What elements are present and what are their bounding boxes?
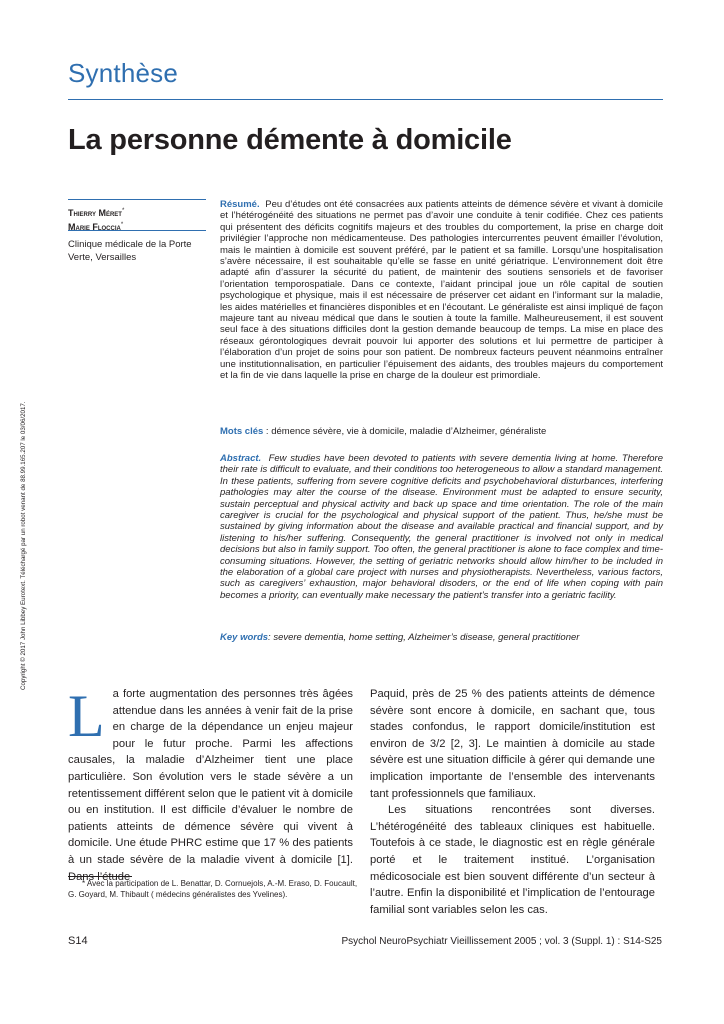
key-words-text: : severe dementia, home setting, Alzheimer’s disease, general practitioner (268, 632, 580, 643)
abstract-paragraph (220, 453, 663, 601)
abstract-text: Few studies have been devoted to patients with severe dementia living at home. Therefore their rate is difficult to evaluate, and their conditions too heterogeneous to allow a standard management. In these patients, suffering from severe cognitive deficits and psychobehavioral disturbances, interfering pathologies may alter the course of the disease. Environment must be adapted to ensure security, sustain perceptual and physical activity and back up space and time orientation. The role of the main caregiver is crucial for the psychological and physical support of the patient. Thus, he/she must be sustained by giving information about the disease and available practical and financial support, and by listening to his/her suffering. Consequently, the general practitioner is involved not only in medical decisions but also in family support. Too often, the general practitioner is alone to face complex and time-consuming situations. However, the setting of geriatric networks should allow him/her to be included in the elaboration of a global care project with nurses and physiotherapists. Nevertheless, various factors, such as caregivers’ exhaustion, major behavioral disoders, or the end of life when coping with pain becomes a priority, can eventually make necessary the patient’s transfer into a geriatric facility. (220, 453, 664, 601)
resume-text: Peu d’études ont été consacrées aux patients atteints de démence sévère et vivant à domicile et l’hétérogénéité des situations ne permet pas d’avoir une conduite à tenir codifiée. Chez ces patients qui présentent des déficits cognitifs majeurs et des troubles du comportement, la prise en charge doit privilégier l’approche non médicamenteuse. Des pathologies intercurrentes peuvent émailler l’évolution, mais le maintien à domicile est souvent préféré, par le patient et sa famille. Lorsqu’une hospitalisation s’avère nécessaire, il est souhaitable qu’elle se fasse en unité gériatrique. L’environnement doit être adapté afin d’assurer la sécurité du patient, de maintenir des soutiens sensoriels et de favoriser l’orientation temporospatiale. Dans ce contexte, l’aidant principal joue un rôle capital de soutien psychologique et physique, mais il est nécessaire de préserver cet aidant en l’informant sur la maladie, les aides matérielles et financières disponibles et en l’écoutant. Le généraliste est ainsi impliqué de façon majeure tant au niveau médical que dans le soutien à toute la famille. Malheureusement, il est souvent seul face à des situations difficiles dont la gestion demande beaucoup de temps. La mise en place des réseaux gérontologiques devrait pouvoir lui apporter des solutions et lui permettre de participer à l’élaboration d’un projet de soins pour son patient. De nombreux facteurs peuvent néanmoins entraîner une institutionnalisation, en particulier l’épuisement des aidants, des troubles majeurs du comportement et la fin de vie dans laquelle la prise en charge de la douleur est primordiale. (220, 199, 664, 382)
affiliation: Clinique médicale de la Porte Verte, Versailles (68, 239, 192, 263)
body-column-right (370, 686, 655, 918)
header-rule (68, 99, 663, 100)
mots-cles-label: Mots clés (220, 426, 264, 437)
body-paragraph-3: Les situations rencontrées sont diverses. L’hétérogénéité des tableaux cliniques est habituelle. Toutefois à ce stade, le diagnostic est en règle générale porté et le traitement institué. L’organisation médicosociale est bien souvent différente d’un secteur à l’autre. Enfin la disponibilité et l’implication de l’entourage familial sont variables selon les cas. (370, 804, 655, 916)
key-words-label: Key words (220, 632, 269, 643)
mots-cles-paragraph (220, 426, 663, 437)
article-title: La personne démente à domicile (68, 124, 512, 156)
abstract-label: Abstract. (220, 453, 262, 464)
section-heading: Synthèse (68, 58, 179, 88)
body-left-text: a forte augmentation des personnes très âgées attendue dans les années à venir fait de la prise en charge de la dépendance un enjeu majeur pour le futur proche. Parmi les affections causales, la maladie d’Alzheimer tient une place particulière. Son évolution vers le stade sévère a un retentissement différent selon que le patient vit à domicile ou en institution. Il est difficile d’évaluer le nombre de patients atteints de démence sévère qui vivent à domicile. Une étude PHRC estime que 17 % des patients à un stade sévère de la maladie vivent à domicile [1]. Dans l’étude (68, 688, 353, 883)
footnote-rule (68, 876, 132, 877)
journal-citation: Psychol NeuroPsychiatr Vieillissement 2005 ; vol. 3 (Suppl. 1) : S14-S25 (341, 936, 662, 947)
copyright-sidebar: Copyright © 2017 John Libbey Eurotext. Téléchargé par un robot venant de 88.99.165.207 le 03/06/2017. (20, 401, 27, 690)
key-words-paragraph (220, 632, 663, 643)
author-2-mark: * (120, 222, 124, 228)
body-column-left (68, 683, 353, 885)
resume-paragraph (220, 199, 663, 382)
mots-cles-text: : démence sévère, vie à domicile, maladie d’Alzheimer, généraliste (263, 426, 547, 437)
footnote: * Avec la participation de L. Benattar, D. Cornuejols, A.-M. Eraso, D. Foucault, G. Goyard, M. Thibault ( médecins généralistes des Yvelines). (68, 879, 358, 899)
drop-cap: L (68, 683, 105, 749)
resume-label: Résumé. (220, 199, 260, 210)
page-number: S14 (68, 935, 88, 947)
body-paragraph-2: Paquid, près de 25 % des patients atteints de démence sévère sont encore à domicile, en sachant que, tous stades confondus, le rapport domicile/institution est environ de 3/2 [2, 3]. Le maintien à domicile au stade sévère est une situation difficile à gérer qui demande une implication importante de l’ensemble des intervenants tant professionnels que familiaux. (370, 688, 655, 800)
author-1-mark: * (121, 208, 125, 214)
author-list (68, 205, 208, 233)
author-1-name: Thierry Méret (68, 208, 122, 218)
authors-rule-top (68, 199, 206, 200)
author-2-name: Marie Floccia (68, 222, 121, 232)
authors-rule-bottom (68, 230, 206, 231)
author-1 (68, 205, 208, 219)
body-paragraph-1 (68, 683, 353, 885)
